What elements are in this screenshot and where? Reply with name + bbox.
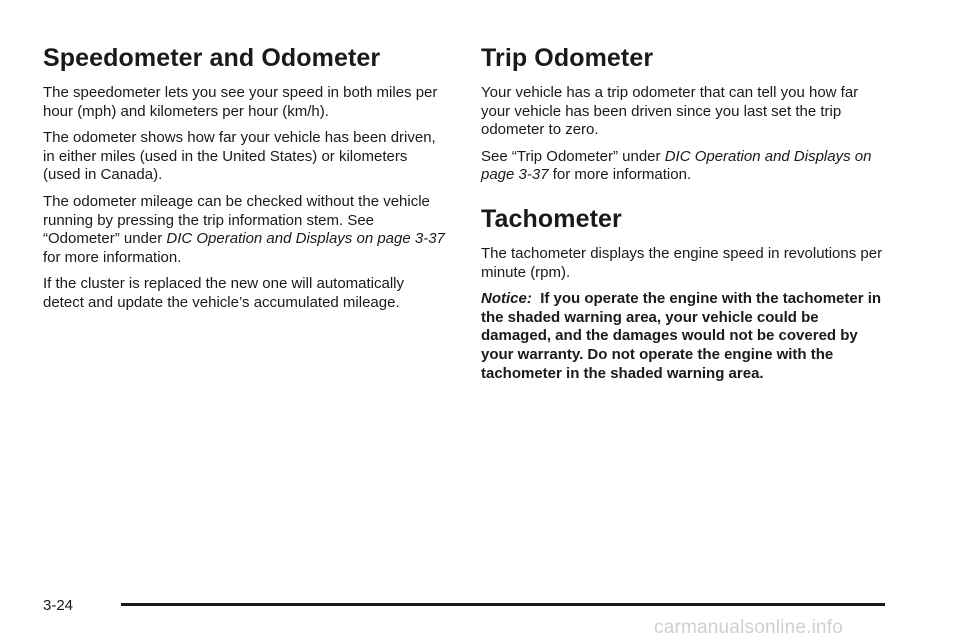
paragraph-tachometer: The tachometer displays the engine speed in revolutions per minute (rpm). [481,244,883,281]
section-heading-speedometer: Speedometer and Odometer [43,44,381,72]
watermark-text: carmanualsonline.info [654,617,844,638]
text-segment: for more information. [548,166,692,184]
paragraph-trip-odometer: Your vehicle has a trip odometer that can tell you how far your vehicle has been driven since you last set the trip odometer to zero. [481,84,859,139]
page-number: 3-24 [43,597,74,614]
notice-block [481,290,891,383]
text-segment: The odometer mileage can be checked without the vehicle running by pressing the trip information stem. See “Odometer” under [43,192,430,248]
text-segment: See “Trip Odometer” under [481,147,665,165]
text-segment: for more information. [43,248,182,266]
paragraph-cluster-replacement: If the cluster is replaced the new one will automatically detect and update the vehicle’s accumulated mileage. [43,275,405,311]
notice-label: Notice: [481,290,532,308]
paragraph-odometer-check [43,193,445,267]
section-heading-tachometer: Tachometer [481,204,622,233]
paragraph-trip-reference [481,148,891,185]
paragraph-speedometer: The speedometer lets you see your speed in both miles per hour (mph) and kilometers per hour (km/h). [43,84,438,120]
right-column [481,42,891,391]
section-heading-trip-odometer: Trip Odometer [481,44,654,72]
notice-text: If you operate the engine with the tachometer in the shaded warning area, your vehicle could be damaged, and the damages would not be covered by your warranty. Do not operate the engine with the tachometer in the shaded warning area. [481,290,882,382]
footer-rule [121,603,885,606]
cross-reference-link[interactable]: DIC Operation and Displays on page 3-37 [166,230,445,248]
paragraph-odometer: The odometer shows how far your vehicle has been driven, in either miles (used in the United States) or kilometers (used in Canada). [43,129,436,184]
left-column [43,42,445,321]
cross-reference-link[interactable]: DIC Operation and Displays on page 3-37 [481,147,872,184]
